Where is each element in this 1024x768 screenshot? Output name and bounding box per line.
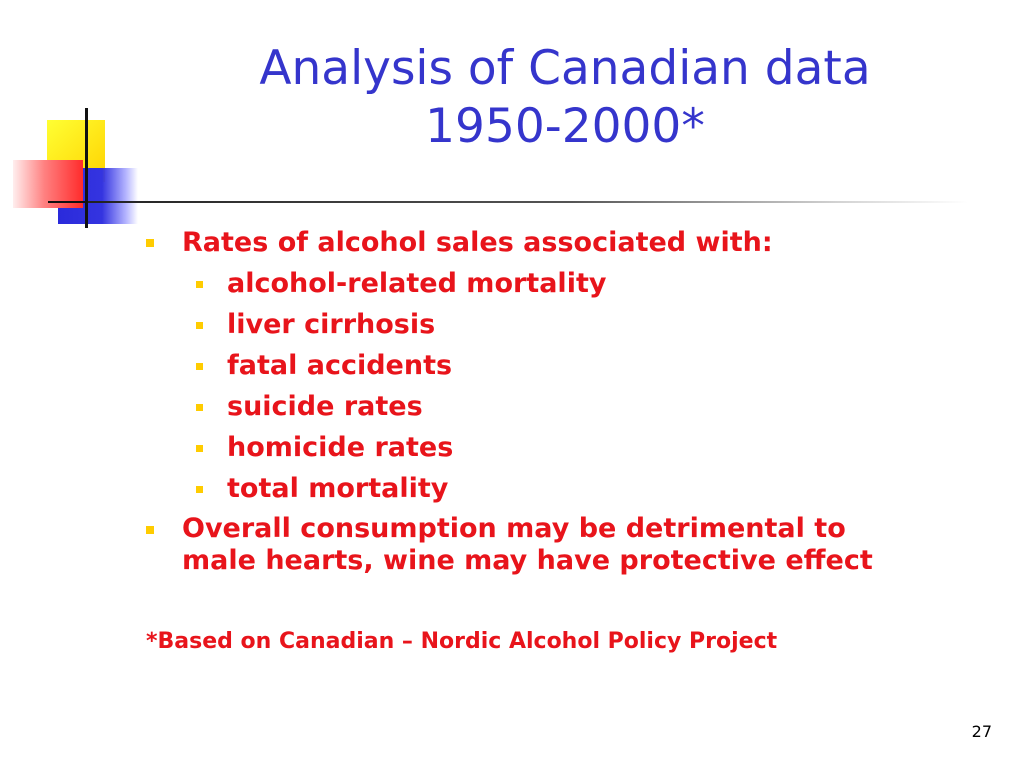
sub-bullet-text: homicide rates: [227, 432, 454, 463]
square-bullet-icon: [196, 281, 203, 288]
sub-bullet-item: [146, 349, 1006, 383]
sub-bullet-item: [146, 390, 1006, 424]
logo-vertical-line: [85, 108, 88, 228]
square-bullet-icon: [196, 363, 203, 370]
sub-bullet-item: [146, 267, 1006, 301]
bullet-item: [146, 226, 1006, 260]
sub-bullet-text: fatal accidents: [227, 350, 453, 381]
sub-bullet-item: [146, 308, 1006, 342]
page-number: 27: [971, 722, 992, 741]
slide-title-line-1: Analysis of Canadian data: [259, 41, 871, 96]
sub-bullet-item: [146, 472, 1006, 506]
sub-bullet-item: [146, 431, 1006, 465]
bullet-item: [146, 513, 1006, 577]
square-bullet-icon: [196, 404, 203, 411]
bullet-text-line-1: Overall consumption may be detrimental to: [182, 513, 846, 544]
sub-bullet-text: suicide rates: [227, 391, 423, 422]
square-bullet-icon: [196, 486, 203, 493]
square-bullet-icon: [146, 239, 154, 247]
bullet-text-line-2: male hearts, wine may have protective effect: [182, 545, 873, 576]
bullet-text: Rates of alcohol sales associated with:: [182, 227, 773, 258]
sub-bullet-text: total mortality: [227, 473, 449, 504]
decorative-logo: [0, 100, 150, 235]
slide-body: [146, 226, 1006, 584]
slide-title: [160, 40, 970, 156]
square-bullet-icon: [196, 445, 203, 452]
sub-bullet-text: alcohol-related mortality: [227, 268, 607, 299]
slide-title-line-2: 1950-2000*: [425, 99, 705, 154]
square-bullet-icon: [196, 322, 203, 329]
title-divider: [88, 201, 968, 203]
sub-bullet-text: liver cirrhosis: [227, 309, 436, 340]
footnote: *Based on Canadian – Nordic Alcohol Policy Project: [146, 629, 778, 654]
square-bullet-icon: [146, 526, 154, 534]
